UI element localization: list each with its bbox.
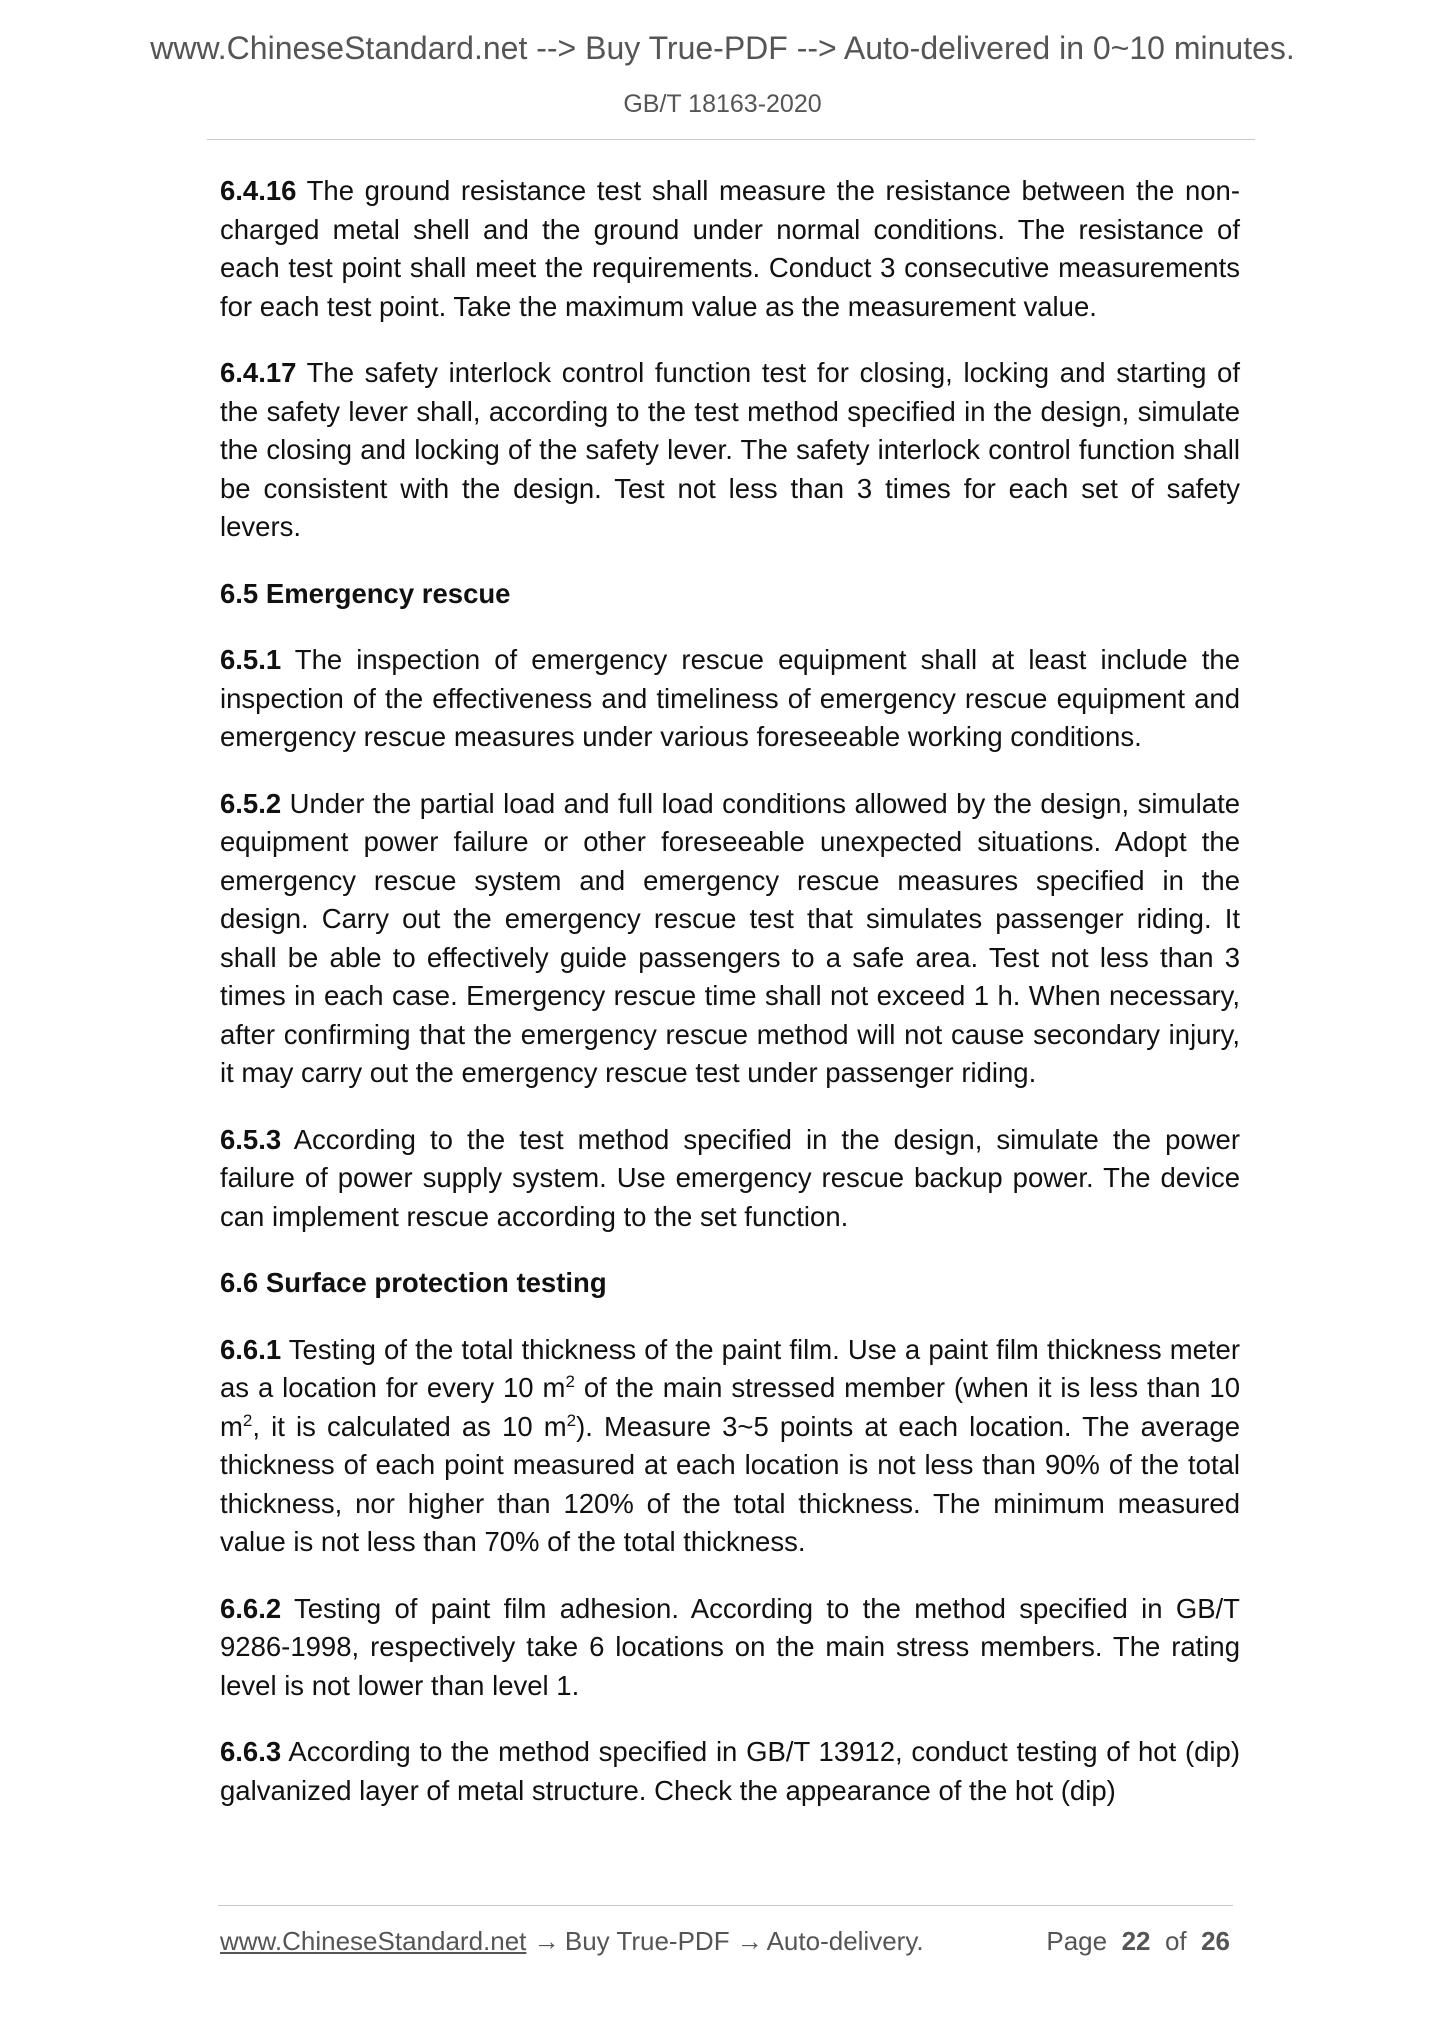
- footer-site-link[interactable]: www.ChineseStandard.net: [220, 1926, 527, 1956]
- of-label: of: [1164, 1926, 1187, 1956]
- clause-6-6-1: [220, 1331, 1240, 1562]
- clause-text: According to the method specified in GB/T 13912, conduct testing of hot (dip) galvanized layer of metal structure. Check the appearance of the hot (dip): [220, 1736, 1240, 1806]
- arrow-right-icon: →: [736, 1926, 763, 1956]
- page-current: 22: [1121, 1926, 1151, 1956]
- clause-text: The inspection of emergency rescue equipment shall at least include the inspection of the effectiveness and timeliness of emergency rescue equipment and emergency rescue measures under various foreseeable working conditions.: [220, 644, 1240, 752]
- document-body: [220, 172, 1240, 1838]
- promo-banner: www.ChineseStandard.net --> Buy True-PDF --> Auto-delivered in 0~10 minutes.: [150, 30, 1295, 66]
- footer-buy-text: Buy True-PDF: [557, 1926, 737, 1956]
- clause-6-5-1: [220, 641, 1240, 757]
- clause-number: 6.5.2: [220, 787, 282, 819]
- clause-text: ). Measure 3~5 points at each location. The average thickness of each point measured at each location is not less than 90% of the total thickness, nor higher than 120% of the total thickness. The minimum measured value is not less than 70% of the total thickness.: [220, 1410, 1240, 1557]
- clause-number: 6.5.3: [220, 1123, 282, 1155]
- footer-delivery-text: Auto-delivery.: [760, 1926, 924, 1956]
- page-footer: [220, 1926, 1230, 1957]
- footer-divider: [218, 1905, 1233, 1906]
- section-heading-6-6: 6.6 Surface protection testing: [220, 1267, 607, 1298]
- arrow-right-icon: →: [533, 1926, 560, 1956]
- page-total: 26: [1201, 1926, 1230, 1956]
- standard-code: GB/T 18163-2020: [623, 90, 822, 118]
- page-indicator: [1046, 1926, 1230, 1957]
- clause-number: 6.6.2: [220, 1592, 282, 1624]
- clause-text: According to the test method specified in the design, simulate the power failure of power supply system. Use emergency rescue backup power. The device can implement rescue according to the set function.: [220, 1123, 1240, 1232]
- clause-text: The ground resistance test shall measure the resistance between the non-charged metal shell and the ground under normal conditions. The resistance of each test point shall meet the requirements. Conduct 3 consecutive measurements for each test point. Take the maximum value as the measurement value.: [220, 175, 1240, 322]
- clause-text: , it is calculated as 10 m: [252, 1410, 567, 1442]
- clause-number: 6.5.1: [220, 644, 282, 675]
- clause-number: 6.4.17: [220, 357, 297, 388]
- clause-number: 6.4.16: [220, 175, 297, 206]
- clause-text: of the main stressed member (when it is less than 10 m: [220, 1372, 1241, 1442]
- superscript: 2: [565, 1371, 575, 1391]
- header-divider: [207, 139, 1255, 140]
- clause-6-4-17: [220, 354, 1240, 547]
- section-heading-6-5: 6.5 Emergency rescue: [220, 577, 511, 609]
- clause-number: 6.6.3: [220, 1736, 282, 1767]
- superscript: 2: [242, 1410, 253, 1430]
- clause-text: Testing of paint film adhesion. According to the method specified in GB/T 9286-1998, respectively take 6 locations on the main stress members. The rating level is not lower than level 1.: [220, 1592, 1240, 1701]
- clause-6-4-16: [220, 172, 1240, 326]
- clause-6-5-3: [220, 1121, 1240, 1237]
- clause-6-6-3: [220, 1733, 1240, 1810]
- clause-text: The safety interlock control function test for closing, locking and starting of the safety lever shall, according to the test method specified in the design, simulate the closing and locking of the safety lever. The safety interlock control function shall be consistent with the design. Test not less than 3 times for each set of safety levers.: [220, 357, 1240, 542]
- clause-6-5-2: [220, 785, 1240, 1093]
- clause-6-6-2: [220, 1590, 1240, 1706]
- clause-number: 6.6.1: [220, 1333, 282, 1365]
- superscript: 2: [566, 1410, 577, 1430]
- page-label: Page: [1046, 1926, 1108, 1956]
- clause-text: Under the partial load and full load conditions allowed by the design, simulate equipment power failure or other foreseeable unexpected situations. Adopt the emergency rescue system and emergency rescue measures specified in the design. Carry out the emergency rescue test that simulates passenger riding. It shall be able to effectively guide passengers to a safe area. Test not less than 3 times in each case. Emergency rescue time shall not exceed 1 h. When necessary, after confirming that the emergency rescue method will not cause secondary injury, it may carry out the emergency rescue test under passenger riding.: [220, 787, 1240, 1088]
- clause-text: Testing of the total thickness of the paint film. Use a paint film thickness meter as a location for every 10 m: [220, 1333, 1240, 1403]
